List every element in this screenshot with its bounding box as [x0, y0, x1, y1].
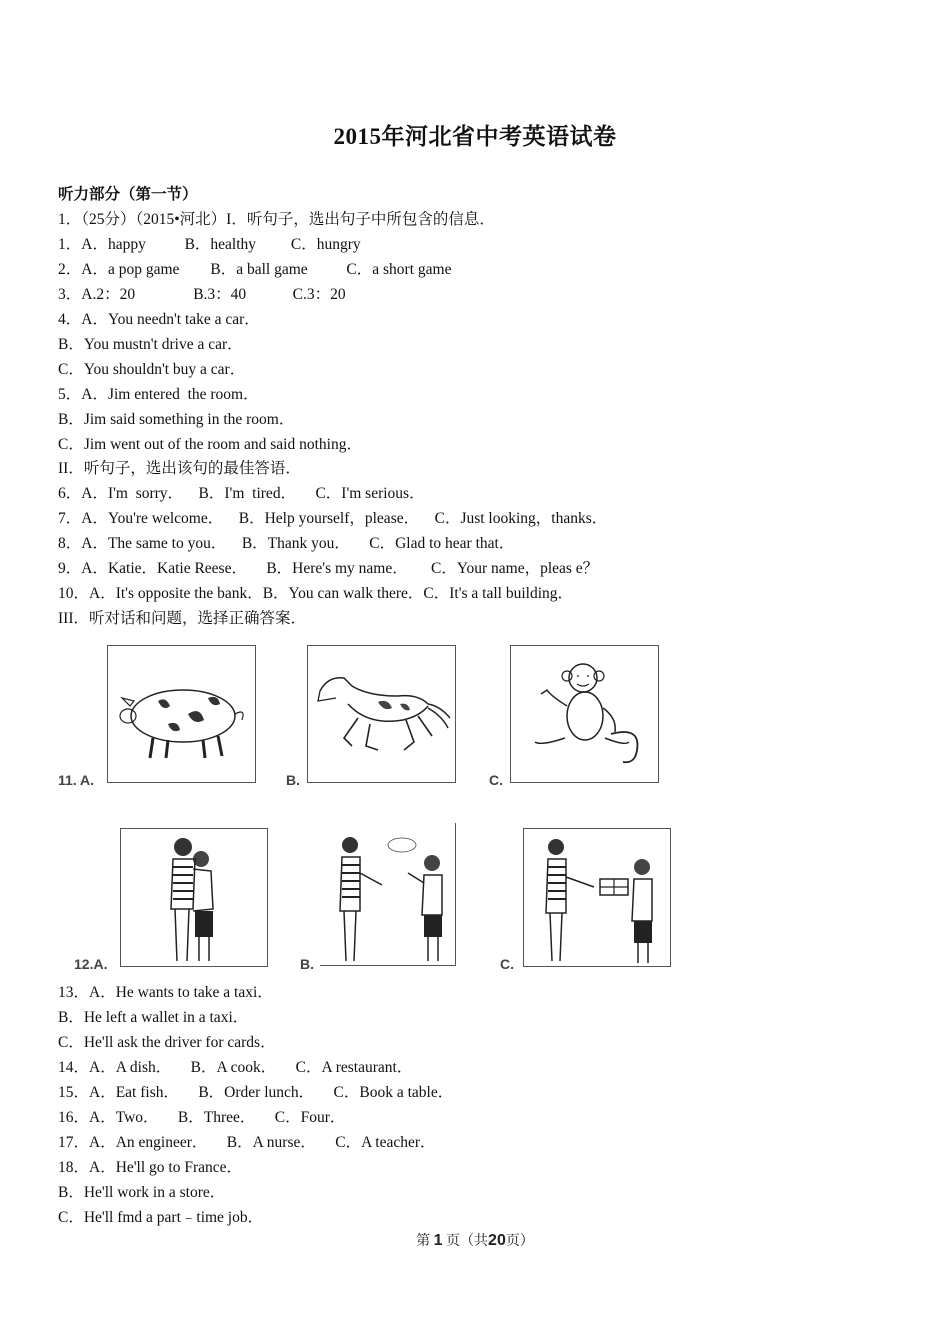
horse-icon: [308, 646, 455, 782]
question-line: 17．A．An engineer． B．A nurse． C．A teacher．: [58, 1134, 436, 1151]
section-heading: III．听对话和问题，选择正确答案．: [58, 610, 306, 627]
greeting-picture[interactable]: [320, 823, 456, 966]
greeting-people-icon: [320, 823, 455, 965]
page-number: 1: [433, 1232, 443, 1249]
monkey-icon: [511, 646, 658, 782]
question-intro: 1．（25分）（2015•河北）I．听句子，选出句子中所包含的信息．: [58, 211, 495, 228]
document-title: 2015年河北省中考英语试卷: [333, 124, 617, 149]
question-line: 9．A．Katie．Katie Reese． B．Here's my name． C．Your name，pleas e？: [58, 560, 599, 577]
horse-picture[interactable]: [307, 645, 456, 783]
question-line: 1．A．happy B．healthy C．hungry: [58, 236, 361, 253]
question-line: 4．A．You needn't take a car．: [58, 311, 260, 328]
section-heading: II．听句子，选出该句的最佳答语．: [58, 460, 301, 477]
picture-label: 12.A.: [74, 956, 108, 972]
question-line: 16．A．Two． B．Three． C．Four．: [58, 1109, 346, 1126]
picture-label: B.: [286, 772, 300, 788]
question-line: B．He left a wallet in a taxi．: [58, 1009, 249, 1026]
gift-giving-icon: [524, 829, 670, 966]
question-line: 10．A．It's opposite the bank．B．You can walk there．C．It's a tall building．: [58, 585, 574, 602]
section-heading: 听力部分（第一节）: [58, 186, 198, 203]
question-line: C．Jim went out of the room and said nothing．: [58, 436, 362, 453]
hug-picture[interactable]: [120, 828, 268, 967]
pig-icon: [108, 646, 255, 782]
question-line: B．You mustn't drive a car．: [58, 336, 243, 353]
footer-middle: 页（共: [446, 1234, 489, 1249]
page-footer: [0, 1230, 950, 1250]
picture-label: C.: [489, 772, 503, 788]
question-line: C．He'll fmd a part﹣time job．: [58, 1209, 264, 1226]
question-line: C．You shouldn't buy a car．: [58, 361, 246, 378]
question-line: C．He'll ask the driver for cards．: [58, 1034, 276, 1051]
picture-label: 11. A.: [58, 772, 95, 788]
question-line: 5．A．Jim entered the room．: [58, 386, 259, 403]
footer-suffix: 页）: [505, 1234, 534, 1249]
question-line: 3．A.2：20 B.3：40 C.3：20: [58, 286, 346, 303]
question-line: B．He'll work in a store．: [58, 1184, 226, 1201]
picture-label: B.: [300, 956, 314, 972]
question-line: 13．A．He wants to take a taxi．: [58, 984, 273, 1001]
question-line: 8．A．The same to you． B．Thank you． C．Glad to hear that．: [58, 535, 515, 552]
question-line: B．Jim said something in the room．: [58, 411, 295, 428]
page-total: 20: [488, 1232, 506, 1249]
question-line: 18．A．He'll go to France．: [58, 1159, 243, 1176]
question-line: 15．A．Eat fish． B．Order lunch． C．Book a table．: [58, 1084, 454, 1101]
question-line: 7．A．You're welcome． B．Help yourself，please． C．Just looking，thanks．: [58, 510, 608, 527]
pig-picture[interactable]: [107, 645, 256, 783]
question-line: 2．A．a pop game B．a ball game C．a short game: [58, 261, 452, 278]
hugging-people-icon: [121, 829, 267, 966]
question-line: 14．A．A dish． B．A cook． C．A restaurant．: [58, 1059, 413, 1076]
footer-prefix: 第: [416, 1234, 431, 1249]
picture-label: C.: [500, 956, 514, 972]
question-line: 6．A．I'm sorry． B．I'm tired． C．I'm serious．: [58, 485, 425, 502]
monkey-picture[interactable]: [510, 645, 659, 783]
gift-picture[interactable]: [523, 828, 671, 967]
